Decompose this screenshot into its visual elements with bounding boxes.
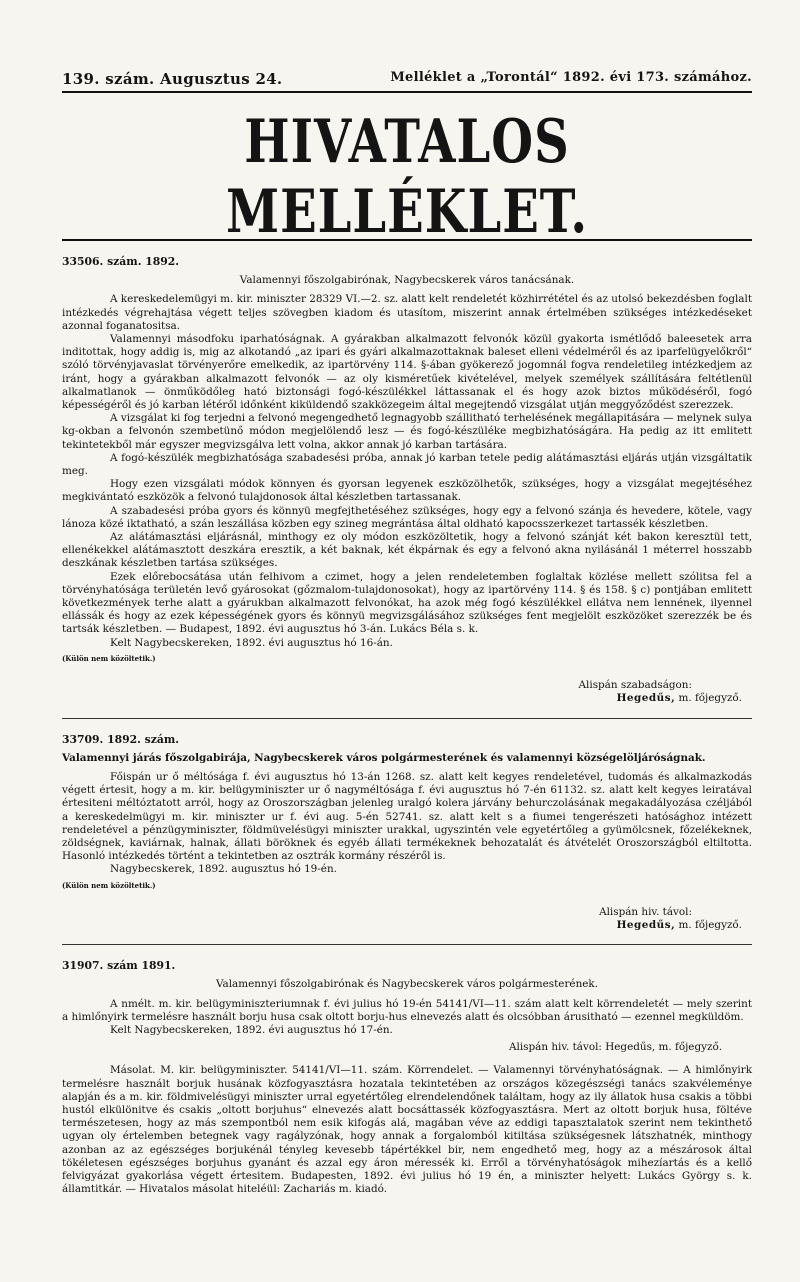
paragraph: A szabadesési próba gyors és könnyü megfejthetéséhez szükséges, hogy egy a felvonó szánja és hevedere, kötele, vagy lánoza közé iktatható, a szán leszállása közben egy szineg megrántása által oldható kapocsszerkezet tartassék készletben. [62, 504, 752, 530]
issue-number: 139. szám. Augusztus 24. [62, 70, 283, 88]
header-rule [62, 91, 752, 93]
addressee: Valamennyi járás főszolgabirája, Nagybecskerek város polgármesterének és valamennyi községelöljáróságnak. [62, 751, 706, 764]
decree-33506 [62, 255, 752, 706]
signer-title: m. főjegyző. [678, 918, 742, 931]
decree-31907 [62, 959, 752, 1196]
paragraph: A vizsgálat ki fog terjedni a felvonó megengedhető legnagyobb szállitható terhelésének megállapitására — melynek sulya kg-okban a felvonón szembetünő módon megjelölendő lesz — és fogó-készüléke megbizhatóságára. Ha pedig az itt emlitett tekintetekből már egyszer megvizsgálva lett volna, akkor annak jó karban tartására. [62, 412, 752, 451]
signer-name: Hegedűs, [616, 692, 676, 705]
decree-33709 [62, 733, 752, 933]
decree-number: 33709. 1892. szám. [62, 732, 180, 746]
copy-text: Másolat. M. kir. belügyminiszter. 54141/VI—11. szám. Körrendelet. — Valamennyi törvényhatóságnak. — A himlőnyirk termelésre használt borjuk husának közfogyasztásra hozatala tekintetében az országos közegészségi tanács szakvéleménye alapján és a m. kir. földmivelésügyi miniszter urral egyetértőleg elrendelendőnek találtam, hogy az ily állatok husa csakis a többi hustól elkülönitve és csakis „oltott borjuhus“ elnevezés alatt bocsáttassék közfogyasztásra. Mert az oltott borjuk husa, föltéve természetesen, hogy az más szempontból nem esik kifogás alá, magában véve az eddigi tapasztalatok szerint nem tekinthető ugyan oly értelemben betegnek vagy ragályzónak, hogy annak a forgalomból kitiltása szükségesnek látszhatnék, minthogy azonban az az egészséges borjukénál tényleg kevesebb tápértékkel bir, nem engedhető meg, hogy az a mészárosok által tökéletesen egészséges borjuhus gyanánt és azzal egy áron méressék ki. Erről a törvényhatóságok mihezíartás és a kellő felvigyázat gyakorlása végett értesitem. Budapesten, 1892. évi julius hó 19 én, a miniszter helyett: Lukács György s. k. államtitkár. — Hivatalos másolat hiteléül: Zachariás m. kiadó. [62, 1064, 752, 1196]
signature-label: Alispán szabadságon: [578, 679, 692, 692]
supplement-note: Melléklet a „Torontál“ 1892. évi 173. számához. [390, 70, 752, 85]
section-separator [62, 944, 752, 945]
dated-line: Nagybecskerek, 1892. augusztus hó 19-én. [110, 863, 337, 876]
addressee: Valamennyi főszolgabirónak és Nagybecskerek város polgármesterének. [215, 978, 599, 991]
not-published-note: (Külön nem közöltetik.) [62, 880, 156, 890]
paragraph: A fogó-készülék megbizhatósága szabadesési próba, annak jó karban tetele pedig alátámasztási eljárás utján vizsgáltatik meg. [62, 451, 752, 478]
masthead-title: HIVATALOS MELLÉKLET. [225, 107, 589, 247]
signer-name: Hegedűs, [616, 918, 676, 931]
paragraph: Az alátámasztási eljárásnál, minthogy ez oly módon eszközöltetik, hogy a felvonó szánját két bakon keresztül tett, ellenékekkel alátámasztott deszkára eresztik, a két baknak, két ékpárnak és egy a felvonó akna nyilásánál 1 méterrel hosszabb deszkának készletben tartása szükséges. [62, 531, 752, 570]
dated-line: Kelt Nagybecskereken, 1892. évi augusztus hó 17-én. [110, 1023, 393, 1036]
not-published-note: (Külön nem közöltetik.) [62, 653, 156, 663]
decree-number: 33506. szám. 1892. [62, 255, 180, 268]
signer-title: m. főjegyző. [678, 692, 742, 705]
paragraph: Valamennyi másodfoku iparhatóságnak. A gyárakban alkalmazott felvonók közül gyakorta ismétlődő baleesetek arra inditottak, hogy addig is, mig az alkotandó „az ipari és gyári alkalmazottaknak baleset elleni védelméről és az iparfelügyelőkről“ szóló törvényjavaslat törvényerőre emelkedik, az ipartörvény 114. §-ában gyökerező jogomnál fogva rendeletileg intézkedjem az iránt, hogy a gyárakban alkalmazott felvonók — az oly kisméretűek kivételével, melyek személyek szállítására feltétlenül alkalmatlanok — önműködőleg ható biztonsági fogó-készülékkel láttassanak el és hogy azok biztos működéséről, fogó képességéről és jó karban létéről időnként kiküldendő szakközegeim által megejtendő vizsgálat utján meggyőződést szerezzek. [62, 333, 752, 412]
dated-line: Kelt Nagybecskereken, 1892. évi augusztus hó 16-án. [110, 636, 393, 649]
signature-label: Alispán hiv. távol: [599, 905, 692, 918]
signature [62, 692, 742, 705]
paragraph: Hogy ezen vizsgálati módok könnyen és gyorsan legyenek eszközölhetők, szükséges, hogy a vizsgálat megejtéséhez megkivántató eszközök a felvonó tulajdonosok által készletben tartassanak. [62, 478, 752, 504]
paragraph: Főispán ur ő méltósága f. évi augusztus hó 13-án 1268. sz. alatt kelt kegyes rendeletével, tudomás és alkalmazkodás végett értesit, hogy a m. kir. belügyminiszter ur ő nagyméltósága f. évi augusztus hó 7-én 61132. sz. alatt kelt kegyes leiratával értesiteni méltóztatott arról, hogy az Oroszországban jelenleg uralgó kolera járvány behurczolásának megakadályozása czéljából a kereskedelmügyi m. kir. miniszter ur f. évi aug. 5-én 52741. sz. alatt kelt s a fiumei tengerészeti hatósághoz intézett rendeletével a pénzügyminiszter, földmüvelésügyi miniszter urakkal, ugyszintén vele egyetértőleg a gyümölcsnek, főzelékeknek, zöldségnek, kaviárnak, halnak, állati böröknek és egyéb állati termékeknek behozatalát és átvételét Oroszországból eltiltotta. Hasonló intézkedés történt a tekintetben az osztrák kormány részéről is. [62, 770, 752, 863]
paragraph: A nmélt. m. kir. belügyminiszteriumnak f. évi julius hó 19-én 54141/VI—11. szám alatt kelt körrendeletét — mely szerint a himlőnyirk termelésre használt borju husa csak oltott borju-hus elnevezés alatt és olcsóbban árusitható — ezennel megküldöm. [62, 997, 752, 1023]
signature [62, 919, 742, 932]
paragraph: A kereskedelemügyi m. kir. miniszter 28329 VI.—2. sz. alatt kelt rendeletét közhirrététel és az utolsó bekezdésben foglalt intézkedés végrehajtása végett teljes szövegben kiadom és utasítom, miszerint annak értelmében szükséges intézkedéseket azonnal foganatositsa. [62, 293, 752, 332]
header-line [62, 70, 752, 88]
section-separator [62, 718, 752, 719]
paragraph: Ezek előrebocsátása után felhivom a czimet, hogy a jelen rendeletemben foglaltak közlése mellett szólitsa fel a törvényhatósága területén levő gyárosokat (gőzmalom-tulajdonosokat), hogy az ipartörvény 114. § és 158. § c) pontjában emlitett következmények terhe alatt a gyárukban alkalmazott felvonókat, ha azok még fogó készülékkel ellátva nem lennének, ilyennel ellássák és hogy az ezek képességének gyors és könnyü megvizsgálásához szükséges fent megjelölt eszközöket szerezzék be és tartsák készletben. — Budapest, 1892. évi augusztus hó 3-án. Lukács Béla s. k. [62, 570, 752, 636]
signature: Alispán hiv. távol: Hegedűs, m. főjegyző. [509, 1041, 722, 1054]
addressee: Valamennyi főszolgabirónak, Nagybecskerek város tanácsának. [239, 274, 575, 287]
decree-number: 31907. szám 1891. [62, 959, 176, 973]
